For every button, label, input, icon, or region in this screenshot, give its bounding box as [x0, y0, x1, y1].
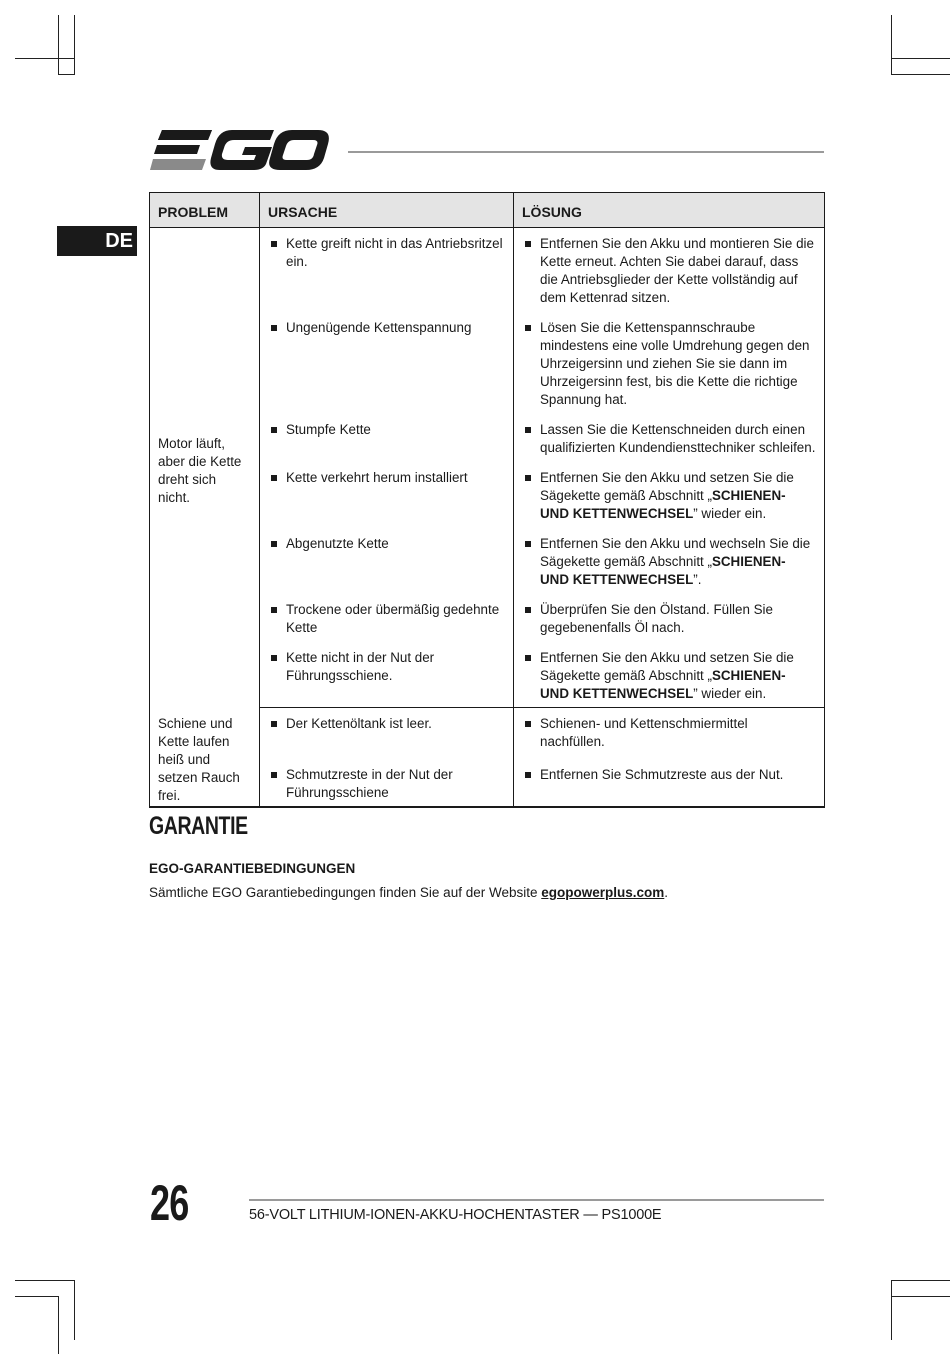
crop-mark [58, 15, 59, 75]
footer-product-line: 56-VOLT LITHIUM-IONEN-AKKU-HOCHENTASTER — PS1000E [249, 1207, 662, 1223]
solution-cell [514, 766, 825, 807]
cause-cell [260, 601, 514, 649]
column-header-problem: PROBLEM [150, 193, 260, 228]
ego-logo [150, 128, 330, 172]
troubleshooting-table [149, 192, 825, 808]
bullet-icon [271, 607, 277, 613]
cause-text: Trockene oder übermäßig gedehnte Kette [286, 602, 500, 635]
solution-text: Entfernen Sie den Akku und montieren Sie die Kette erneut. Achten Sie dabei darauf, dass die Antriebsglieder der Kette vollständig auf dem Kettenrad sitzen. [540, 236, 814, 305]
section-reference: SCHIENEN- UND KETTENWECHSEL [540, 554, 786, 587]
cause-text: Kette nicht in der Nut der Führungsschiene. [286, 650, 435, 683]
section-title: GARANTIE [149, 812, 248, 840]
bullet-icon [271, 325, 277, 331]
bullet-icon [271, 721, 277, 727]
solution-text: Entfernen Sie den Akku und setzen Sie die Sägekette gemäß Abschnitt „SCHIENEN- UND KETTENWECHSEL” wieder ein. [540, 650, 794, 701]
bullet-icon [271, 427, 277, 433]
bullet-icon [271, 541, 277, 547]
subsection-title: EGO-GARANTIEBEDINGUNGEN [149, 861, 356, 876]
cause-cell [260, 228, 514, 320]
cause-text: Ungenügende Kettenspannung [286, 320, 472, 335]
cause-cell [260, 708, 514, 767]
bullet-icon [271, 772, 277, 778]
solution-text: Entfernen Sie Schmutzreste aus der Nut. [540, 767, 784, 782]
section-reference: SCHIENEN- UND KETTENWECHSEL [540, 668, 786, 701]
crop-mark [58, 74, 75, 75]
table-row [150, 708, 825, 767]
bullet-icon [271, 475, 277, 481]
crop-mark [74, 1280, 75, 1340]
solution-text: Schienen- und Kettenschmiermittel nachfüllen. [540, 716, 748, 749]
table-header-row [150, 193, 825, 228]
crop-mark [891, 74, 950, 75]
bullet-icon [525, 325, 531, 331]
bullet-icon [271, 241, 277, 247]
bullet-icon [525, 721, 531, 727]
cause-cell [260, 766, 514, 807]
crop-mark [891, 1280, 892, 1340]
crop-mark [891, 1280, 950, 1281]
solution-text: Lassen Sie die Kettenschneiden durch einen qualifizierten Kundendiensttechniker schleifen. [540, 422, 816, 455]
bullet-icon [525, 607, 531, 613]
solution-cell [514, 649, 825, 708]
bullet-icon [525, 427, 531, 433]
crop-mark [891, 1296, 950, 1297]
crop-mark [15, 1296, 59, 1297]
table-row [150, 228, 825, 320]
header-rule [348, 151, 824, 153]
solution-cell [514, 228, 825, 320]
bullet-icon [525, 655, 531, 661]
crop-mark [15, 1280, 75, 1281]
solution-cell [514, 535, 825, 601]
solution-text: Entfernen Sie den Akku und setzen Sie die Sägekette gemäß Abschnitt „SCHIENEN- UND KETTENWECHSEL” wieder ein. [540, 470, 794, 521]
crop-mark [58, 1296, 59, 1354]
bullet-icon [525, 541, 531, 547]
cause-cell [260, 319, 514, 421]
solution-cell [514, 708, 825, 767]
cause-text: Abgenutzte Kette [286, 536, 389, 551]
crop-mark [891, 58, 950, 59]
cause-text: Der Kettenöltank ist leer. [286, 716, 432, 731]
solution-text: Lösen Sie die Kettenspannschraube mindestens eine volle Umdrehung gegen den Uhrzeigersinn und ziehen Sie sie dann im Uhrzeigersinn fest, bis die Kette die richtige Spannung hat. [540, 320, 810, 407]
cause-text: Kette verkehrt herum installiert [286, 470, 468, 485]
solution-text: Überprüfen Sie den Ölstand. Füllen Sie gegebenenfalls Öl nach. [540, 602, 773, 635]
cause-cell [260, 535, 514, 601]
cause-cell [260, 421, 514, 469]
solution-cell [514, 319, 825, 421]
bullet-icon [525, 475, 531, 481]
footer-rule [249, 1199, 824, 1201]
cause-text: Kette greift nicht in das Antriebsritzel ein. [286, 236, 503, 269]
cause-text: Schmutzreste in der Nut der Führungsschiene [286, 767, 453, 800]
cause-text: Stumpfe Kette [286, 422, 371, 437]
crop-mark [891, 15, 892, 75]
bullet-icon [525, 241, 531, 247]
cause-cell [260, 469, 514, 535]
website-link[interactable]: egopowerplus.com [541, 885, 665, 900]
section-reference: SCHIENEN- UND KETTENWECHSEL [540, 488, 786, 521]
solution-cell [514, 469, 825, 535]
crop-mark [74, 15, 75, 75]
column-header-solution: LÖSUNG [514, 193, 825, 228]
page-number: 26 [150, 1175, 189, 1231]
language-tab: DE [57, 226, 137, 256]
column-header-cause: URSACHE [260, 193, 514, 228]
problem-cell: Schiene und Kette laufen heiß und setzen Rauch frei. [150, 708, 260, 808]
warranty-text: Sämtliche EGO Garantiebedingungen finden Sie auf der Website egopowerplus.com. [149, 885, 669, 900]
bullet-icon [525, 772, 531, 778]
crop-mark [15, 58, 75, 59]
solution-cell [514, 601, 825, 649]
solution-cell [514, 421, 825, 469]
solution-text: Entfernen Sie den Akku und wechseln Sie die Sägekette gemäß Abschnitt „SCHIENEN- UND KETTENWECHSEL”. [540, 536, 811, 587]
cause-cell [260, 649, 514, 708]
bullet-icon [271, 655, 277, 661]
problem-cell: Motor läuft, aber die Kette dreht sich nicht. [150, 228, 260, 708]
